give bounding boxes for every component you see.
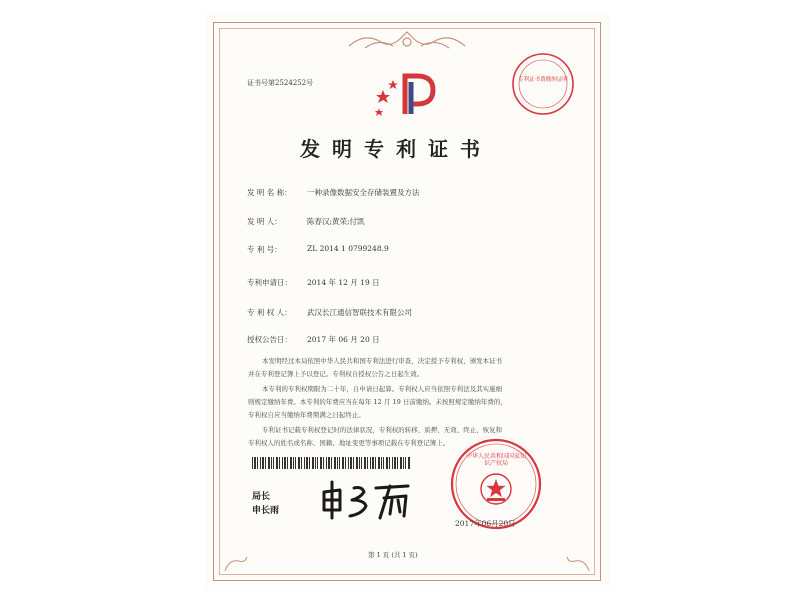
official-seal-text: 中华人民共和国国家知识产权局 [465, 453, 526, 467]
field-filing-date-label: 专利申请日： [247, 278, 292, 287]
body-line: 则规定缴纳年费。本专利的年费应当在每年 12 月 19 日前缴纳。未按照规定缴纳年费的， [248, 398, 507, 406]
certificate-number: 证书号第2524252号 [247, 79, 314, 87]
seal-date: 2017年06月20日 [455, 519, 516, 528]
fee-stamp-icon [509, 50, 577, 118]
field-inventor-label: 发 明 人： [247, 217, 282, 226]
corner-ornament-icon [223, 555, 249, 573]
field-invention-name-value: 一种录像数据安全存储装置及方法 [307, 188, 420, 197]
page-footer: 第 1 页 (共 1 页) [368, 551, 418, 559]
field-invention-name-label: 发 明 名 称： [247, 188, 292, 197]
body-line: 专利权自应当缴纳年费期满之日起终止。 [248, 411, 365, 419]
field-patent-number-value: ZL 2014 1 0799248.9 [307, 244, 389, 253]
field-inventor-value: 陈春汉;黄荣;付凯 [307, 217, 365, 226]
top-ornament-icon [345, 30, 469, 54]
barcode-icon [252, 457, 412, 469]
body-line: 专利权人的姓名或名称、国籍、地址变更等事项记载在专利登记簿上。 [248, 439, 450, 447]
director-name: 申长雨 [252, 506, 280, 516]
field-filing-date-value: 2014 年 12 月 19 日 [307, 278, 380, 287]
director-signature-icon [318, 478, 416, 522]
field-patent-number-label: 专 利 号： [247, 245, 282, 254]
fee-stamp-text: 专利证书费缴纳证明 [518, 77, 568, 83]
body-line: 本专利的专利权期限为二十年，自申请日起算。专利权人应当依照专利法及其实施细 [262, 385, 503, 393]
director-title: 局长 [252, 492, 271, 502]
field-patentee-value: 武汉长江通信智联技术有限公司 [307, 308, 412, 317]
body-line: 并在专利登记簿上予以登记。专利权自授权公告之日起生效。 [248, 370, 424, 378]
field-patentee-label: 专 利 权 人： [247, 308, 292, 317]
patent-office-logo-icon [373, 68, 441, 118]
body-line: 本发明经过本局依照中华人民共和国专利法进行审查，决定授予专利权，颁发本证书 [262, 357, 503, 365]
corner-ornament-icon [565, 555, 591, 573]
field-grant-date-label: 授权公告日： [247, 335, 292, 344]
page-title: 发明专利证书 [300, 137, 492, 161]
field-grant-date-value: 2017 年 06 月 20 日 [307, 335, 380, 344]
body-line: 专利证书记载专利权登记时的法律状况，专利权的转移、质押、无效、终止、恢复和 [262, 426, 503, 434]
